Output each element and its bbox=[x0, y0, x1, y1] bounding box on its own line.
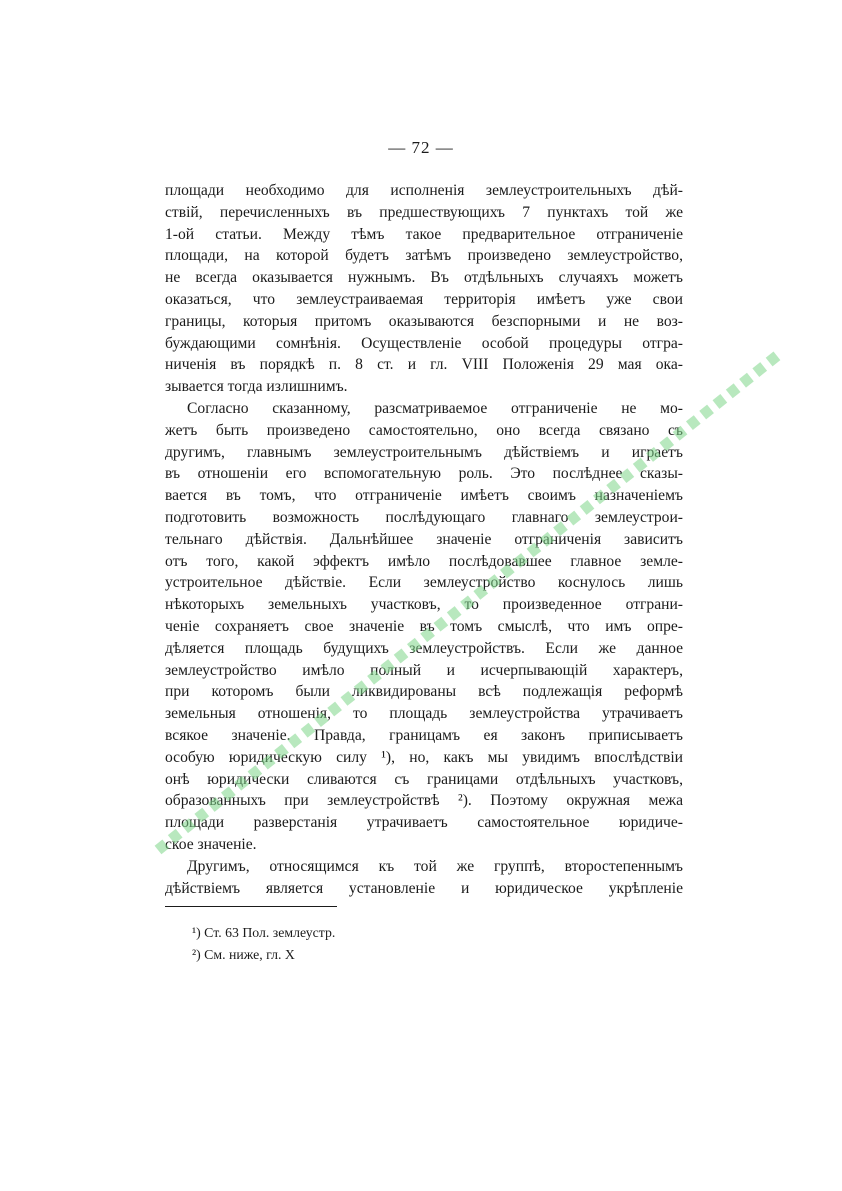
text-line: ченіе сохраняетъ свое значеніе въ томъ смыслѣ, что имъ опре- bbox=[165, 617, 683, 635]
text-line: при которомъ были ликвидированы всѣ подлежащія реформѣ bbox=[165, 683, 683, 701]
footnote-2: ²) См. ниже, гл. X bbox=[192, 947, 295, 962]
text-line: оказаться, что землеустраиваемая территорія имѣетъ уже свои bbox=[165, 290, 683, 308]
footnote-rule bbox=[165, 906, 337, 907]
text-line: дѣляется площадь будущихъ землеустройствъ. Если же данное bbox=[165, 639, 683, 657]
text-line: нѣкоторыхъ земельныхъ участковъ, то произведенное отграни- bbox=[165, 596, 683, 614]
text-line: ское значеніе. bbox=[165, 835, 257, 853]
text-line: ствій, перечисленныхъ въ предшествующихъ 7 пунктахъ той же bbox=[165, 203, 683, 221]
footnotes bbox=[192, 922, 335, 966]
text-line: подготовить возможность послѣдующаго главнаго землеустрои- bbox=[165, 508, 683, 526]
text-line: земельныя отношенія, то площадь землеустройства утрачиваетъ bbox=[165, 705, 683, 723]
text-line: всякое значеніе. Правда, границамъ ея законъ приписываетъ bbox=[165, 726, 683, 744]
text-line: тельнаго дѣйствія. Дальнѣйшее значеніе отграниченія зависитъ bbox=[165, 530, 683, 548]
text-line: отъ того, какой эффектъ имѣло послѣдовавшее главное земле- bbox=[165, 552, 683, 570]
text-line: площади разверстанія утрачиваетъ самостоятельное юридиче- bbox=[165, 814, 683, 832]
body-text bbox=[165, 180, 683, 899]
footnote-1: ¹) Ст. 63 Пол. землеустр. bbox=[192, 925, 336, 940]
text-line: другимъ, главнымъ землеустроительнымъ дѣйствіемъ и играетъ bbox=[165, 443, 683, 461]
text-line: вается въ томъ, что отграниченіе имѣетъ своимъ назначеніемъ bbox=[165, 487, 683, 505]
text-line: образованныхъ при землеустройствѣ ²). Поэтому окружная межа bbox=[165, 792, 683, 810]
text-line: границы, которыя притомъ оказываются безспорными и не воз- bbox=[165, 312, 683, 330]
text-line: землеустройство имѣло полный и исчерпывающій характеръ, bbox=[165, 661, 683, 679]
text-line: площади необходимо для исполненія землеустроительныхъ дѣй- bbox=[165, 182, 683, 199]
text-line: Другимъ, относящимся къ той же группѣ, второстепеннымъ bbox=[187, 857, 683, 875]
text-line: 1-ой статьи. Между тѣмъ такое предварительное отграниченіе bbox=[165, 225, 683, 243]
text-line: ниченія въ порядкѣ п. 8 ст. и гл. VIII Положенія 29 мая ока- bbox=[165, 356, 683, 374]
text-line: буждающими сомнѣнія. Осуществленіе особой процедуры отгра- bbox=[165, 334, 683, 352]
text-line: жетъ быть произведено самостоятельно, оно всегда связано съ bbox=[165, 421, 683, 439]
text-line: въ отношеніи его вспомогательную роль. Это послѣднее сказы- bbox=[165, 465, 683, 483]
page-number: — 72 — bbox=[388, 138, 454, 157]
text-line: Согласно сказанному, разсматриваемое отграниченіе не мо- bbox=[187, 399, 683, 417]
text-line: дѣйствіемъ является установленіе и юридическое укрѣпленіе bbox=[165, 879, 683, 897]
text-line: зывается тогда излишнимъ. bbox=[165, 378, 348, 396]
text-line: особую юридическую силу ¹), но, какъ мы увидимъ впослѣдствіи bbox=[165, 748, 683, 766]
text-line: устроительное дѣйствіе. Если землеустройство коснулось лишь bbox=[165, 574, 683, 592]
text-line: площади, на которой будетъ затѣмъ произведено землеустройство, bbox=[165, 247, 683, 265]
text-line: не всегда оказывается нужнымъ. Въ отдѣльныхъ случаяхъ можетъ bbox=[165, 269, 683, 287]
text-line: онѣ юридически сливаются съ границами отдѣльныхъ участковъ, bbox=[165, 770, 683, 788]
